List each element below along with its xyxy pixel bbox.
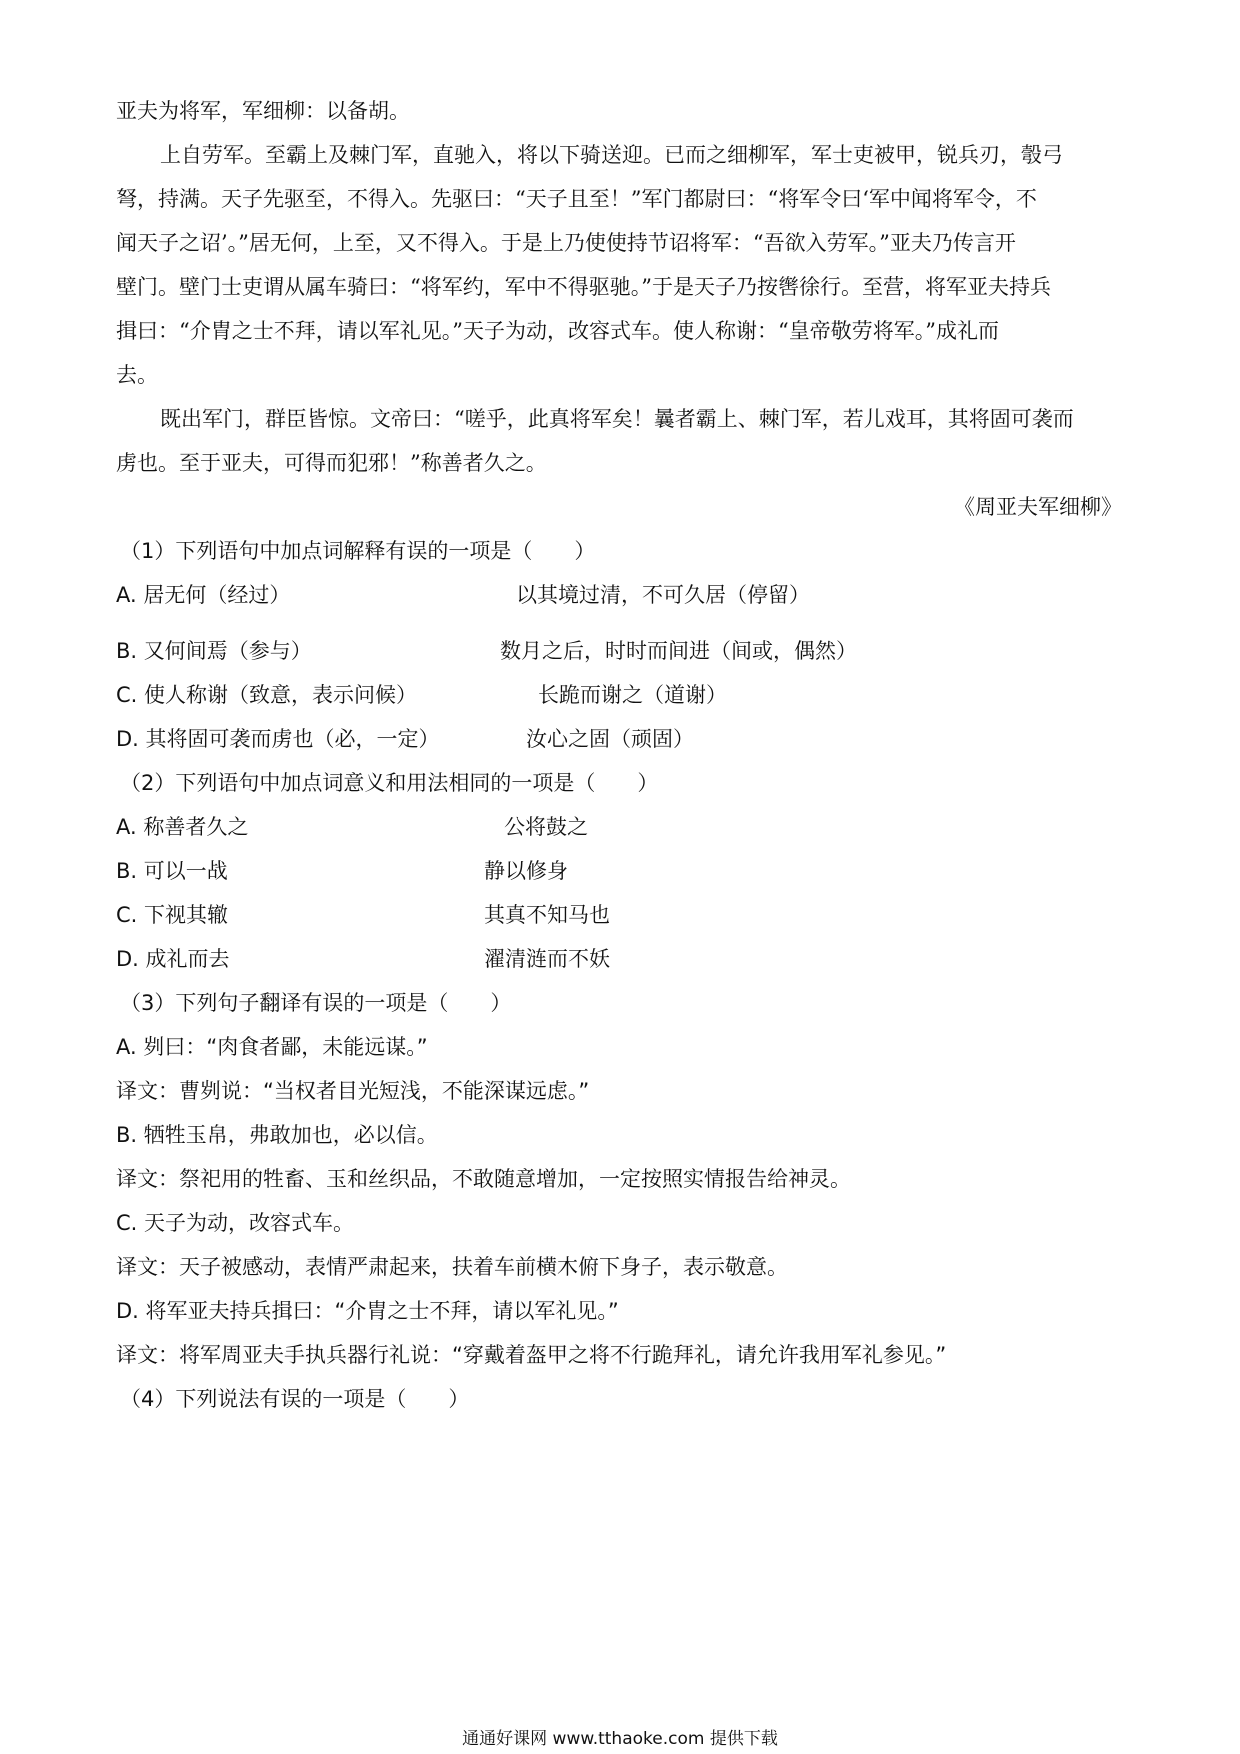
passage-line: 虏也。至于亚夫，可得而犯邪！”称善者久之。 <box>116 451 547 475</box>
passage-line: 闻天子之诏’。”居无何，上至，又不得入。于是上乃使使持节诏将军：“吾欲入劳军。”亚夫乃传言开 <box>116 231 1016 255</box>
passage-line: 弩，持满。天子先驱至，不得入。先驱曰：“天子且至！”军门都尉曰：“将军令曰‘军中闻将军令，不 <box>116 187 1037 211</box>
passage-line: 上自劳军。至霸上及棘门军，直驰入，将以下骑送迎。已而之细柳军，军士吏被甲，锐兵刃，彀弓 <box>160 143 1063 167</box>
q2-option-c <box>116 900 610 930</box>
q3-line: 译文：将军周亚夫手执兵器行礼说：“穿戴着盔甲之将不行跪拜礼，请允许我用军礼参见。” <box>116 1343 947 1367</box>
q1-option-a-right: 以其境过清，不可久居（停留） <box>516 583 810 607</box>
q1-option-c <box>116 680 727 710</box>
q2-option-b-left: B. 可以一战 <box>116 859 228 883</box>
question-4-stem: （4）下列说法有误的一项是（ ） <box>120 1387 470 1411</box>
q1-option-a <box>116 580 810 610</box>
q1-option-d-right: 汝心之固（顽固） <box>526 727 694 751</box>
q2-option-c-left: C. 下视其辙 <box>116 903 229 927</box>
page-footer: 通通好课网 www.tthaoke.com 提供下载 <box>462 1729 778 1749</box>
q3-line: 译文：天子被感动，表情严肃起来，扶着车前横木俯下身子，表示敬意。 <box>116 1255 788 1279</box>
q1-option-b-left: B. 又何间焉（参与） <box>116 639 312 663</box>
q2-option-d-right: 濯清涟而不妖 <box>484 947 610 971</box>
q2-option-b <box>116 856 568 886</box>
q1-option-b-right: 数月之后，时时而间进（间或，偶然） <box>500 639 857 663</box>
q3-line: A. 刿曰：“肉食者鄙，未能远谋。” <box>116 1035 428 1059</box>
q2-option-a-left: A. 称善者久之 <box>116 815 249 839</box>
passage-line: 壁门。壁门士吏谓从属车骑曰：“将军约，军中不得驱驰。”于是天子乃按辔徐行。至营，将军亚夫持兵 <box>116 275 1051 299</box>
q3-line: 译文：曹刿说：“当权者目光短浅，不能深谋远虑。” <box>116 1079 590 1103</box>
q2-option-d-left: D. 成礼而去 <box>116 947 230 971</box>
passage-line: 既出军门，群臣皆惊。文帝曰：“嗟乎，此真将军矣！曩者霸上、棘门军，若儿戏耳，其将固可袭而 <box>160 407 1074 431</box>
question-2-stem: （2）下列语句中加点词意义和用法相同的一项是（ ） <box>120 771 659 795</box>
q1-option-d-left: D. 其将固可袭而虏也（必，一定） <box>116 727 440 751</box>
q2-option-a <box>116 812 588 842</box>
q1-option-d <box>116 724 694 754</box>
q1-option-c-left: C. 使人称谢（致意，表示问候） <box>116 683 418 707</box>
passage-line: 揖曰：“介胄之士不拜，请以军礼见。”天子为动，改容式车。使人称谢：“皇帝敬劳将军。”成礼而 <box>116 319 999 343</box>
q3-line: C. 天子为动，改容式车。 <box>116 1211 355 1235</box>
question-3-stem: （3）下列句子翻译有误的一项是（ ） <box>120 991 512 1015</box>
q2-option-c-right: 其真不知马也 <box>484 903 610 927</box>
q2-option-d <box>116 944 610 974</box>
passage-line: 亚夫为将军，军细柳：以备胡。 <box>116 99 410 123</box>
passage-source: 《周亚夫军细柳》 <box>954 495 1122 519</box>
q1-option-a-left: A. 居无何（经过） <box>116 583 291 607</box>
q1-option-c-right: 长跪而谢之（道谢） <box>538 683 727 707</box>
passage-line: 去。 <box>116 363 158 387</box>
q2-option-a-right: 公将鼓之 <box>504 815 588 839</box>
q3-line: D. 将军亚夫持兵揖曰：“介胄之士不拜，请以军礼见。” <box>116 1299 619 1323</box>
q3-line: 译文：祭祀用的牲畜、玉和丝织品，不敢随意增加，一定按照实情报告给神灵。 <box>116 1167 851 1191</box>
q2-option-b-right: 静以修身 <box>484 859 568 883</box>
question-1-stem: （1）下列语句中加点词解释有误的一项是（ ） <box>120 539 596 563</box>
q1-option-b <box>116 636 857 666</box>
q3-line: B. 牺牲玉帛，弗敢加也，必以信。 <box>116 1123 438 1147</box>
